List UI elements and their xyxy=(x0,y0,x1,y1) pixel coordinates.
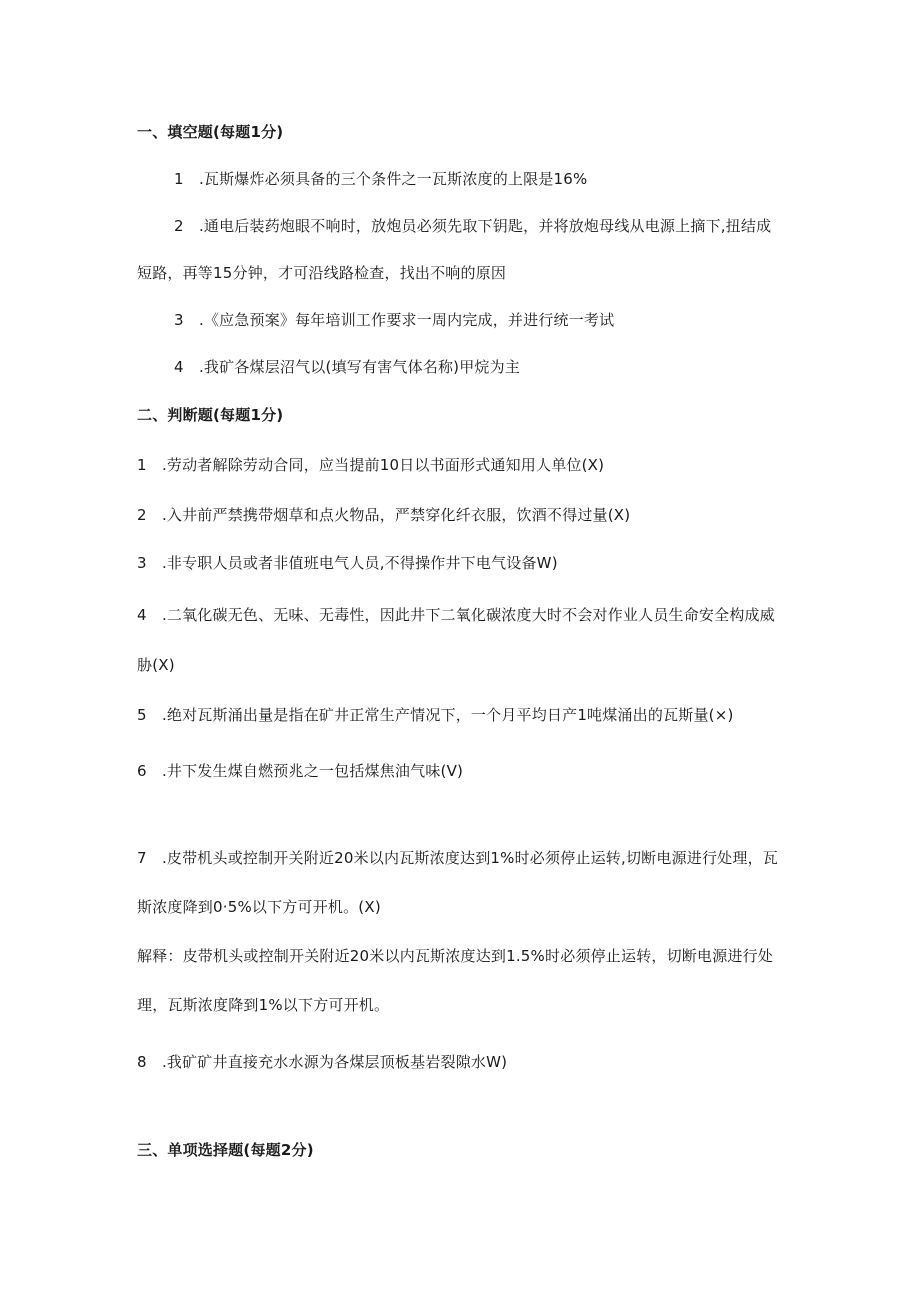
fill-blank-item-2: 2 .通电后装药炮眼不响时，放炮员必须先取下钥匙，并将放炮母线从电源上摘下,扭结成 xyxy=(174,217,772,235)
fill-blank-item-3: 3 .《应急预案》每年培训工作要求一周内完成，并进行统一考试 xyxy=(174,311,615,329)
true-false-explanation: 解释：皮带机头或控制开关附近20米以内瓦斯浓度达到1.5%时必须停止运转，切断电源进行处 xyxy=(137,947,773,965)
true-false-item-4: 4 .二氧化碳无色、无味、无毒性，因此井下二氧化碳浓度大时不会对作业人员生命安全构成威 xyxy=(137,606,775,624)
true-false-explanation-continuation: 理，瓦斯浓度降到1%以下方可开机。 xyxy=(137,996,390,1014)
true-false-item-6: 6 .井下发生煤自燃预兆之一包括煤焦油气味(V) xyxy=(137,762,464,780)
true-false-item-4-continuation: 胁(X) xyxy=(137,656,175,674)
true-false-item-2: 2 .入井前严禁携带烟草和点火物品，严禁穿化纤衣服，饮酒不得过量(X) xyxy=(137,506,631,524)
section-heading-true-false: 二、判断题(每题1分) xyxy=(137,406,284,424)
true-false-item-7-continuation: 斯浓度降到0·5%以下方可开机。(X) xyxy=(137,898,381,916)
true-false-item-7: 7 .皮带机头或控制开关附近20米以内瓦斯浓度达到1%时必须停止运转,切断电源进行处理，瓦 xyxy=(137,849,778,867)
true-false-item-5: 5 .绝对瓦斯涌出量是指在矿井正常生产情况下，一个月平均日产1吨煤涌出的瓦斯量(×) xyxy=(137,706,734,724)
true-false-item-3: 3 .非专职人员或者非值班电气人员,不得操作井下电气设备W) xyxy=(137,554,558,572)
true-false-item-8: 8 .我矿矿井直接充水水源为各煤层顶板基岩裂隙水W) xyxy=(137,1053,508,1071)
fill-blank-item-4: 4 .我矿各煤层沼气以(填写有害气体名称)甲烷为主 xyxy=(174,358,521,376)
fill-blank-item-2-continuation: 短路，再等15分钟，才可沿线路检查，找出不响的原因 xyxy=(137,264,507,282)
section-heading-fill-blank: 一、填空题(每题1分) xyxy=(137,123,284,141)
section-heading-single-choice: 三、单项选择题(每题2分) xyxy=(137,1141,314,1159)
fill-blank-item-1: 1 .瓦斯爆炸必须具备的三个条件之一瓦斯浓度的上限是16% xyxy=(174,170,588,188)
true-false-item-1: 1 .劳动者解除劳动合同，应当提前10日以书面形式通知用人单位(X) xyxy=(137,456,605,474)
